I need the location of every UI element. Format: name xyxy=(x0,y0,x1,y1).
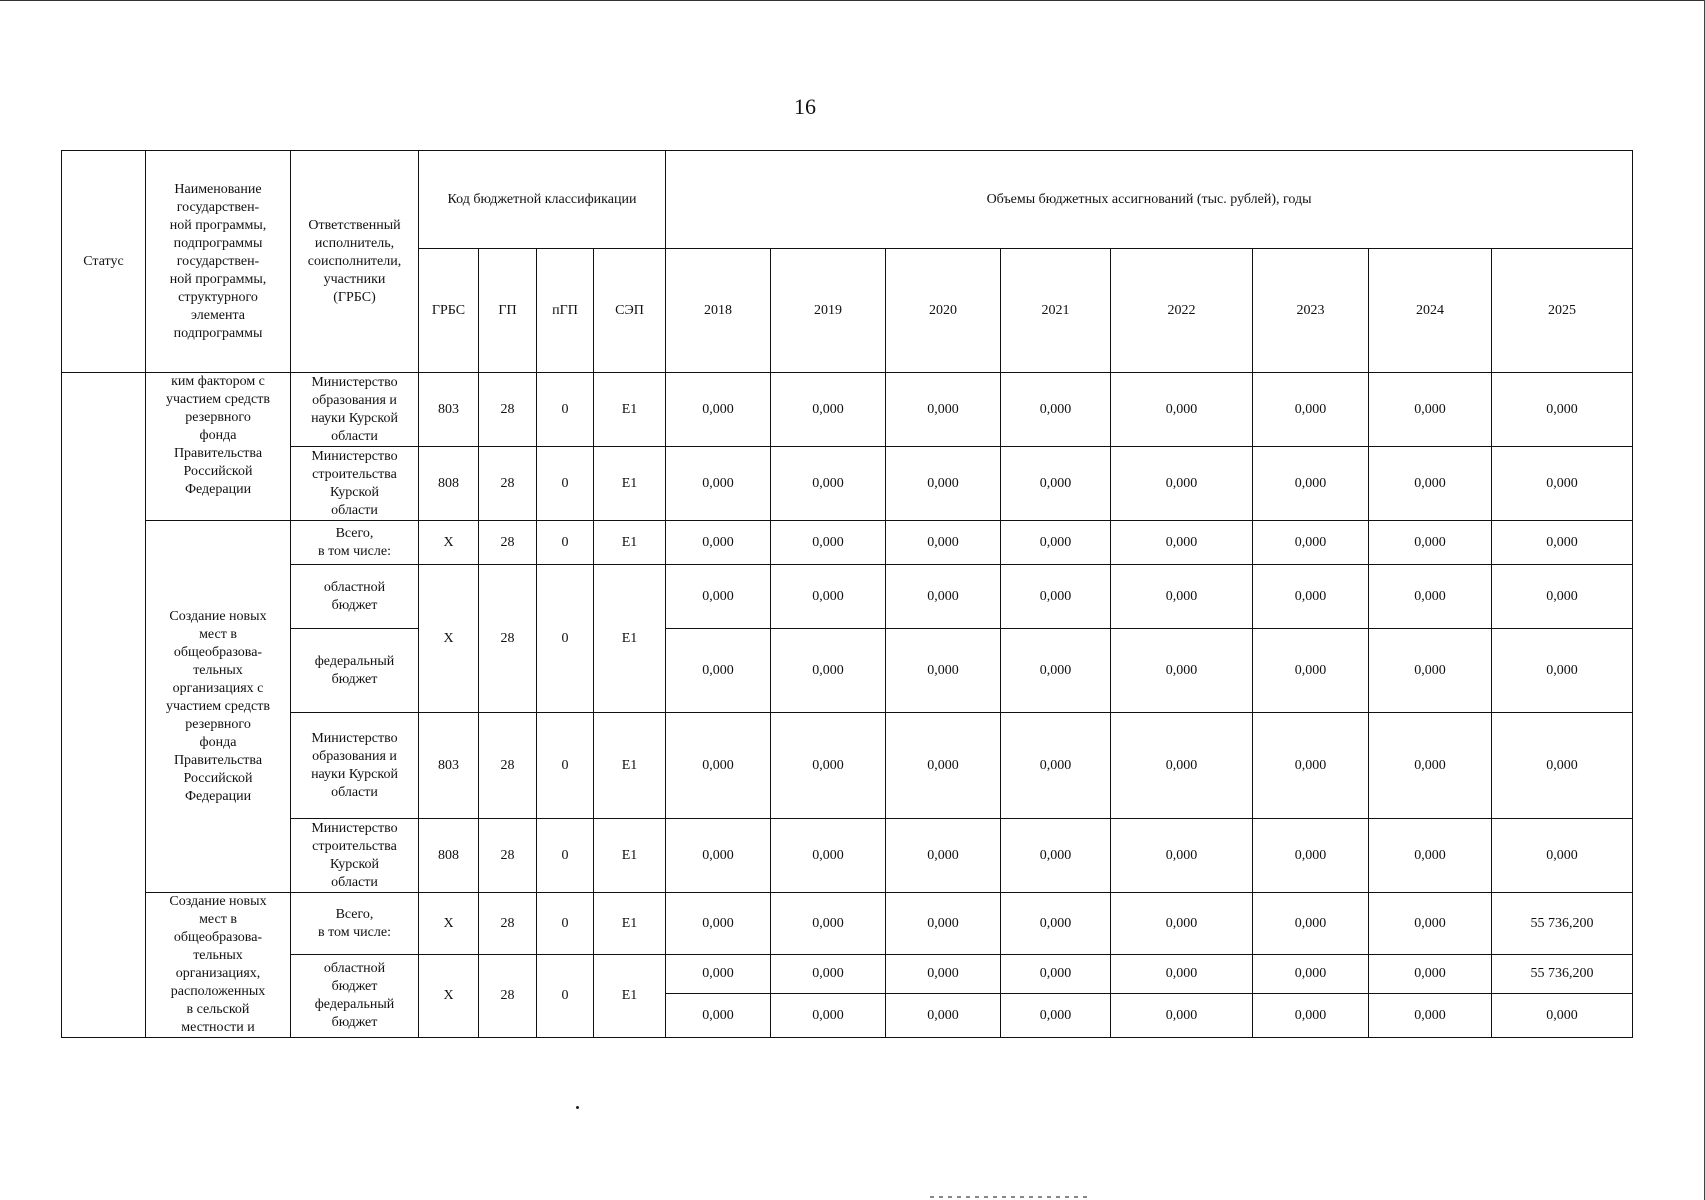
program-name-line: участием средств xyxy=(166,698,270,714)
responsible-cell xyxy=(291,373,419,447)
value-cell: 0,000 xyxy=(666,373,771,447)
header-year: 2022 xyxy=(1111,249,1253,373)
program-name-line: общеобразова- xyxy=(173,930,263,945)
gp-cell: 28 xyxy=(479,713,537,819)
value-cell: 0,000 xyxy=(1111,994,1253,1038)
program-name-line: мест в xyxy=(199,912,237,927)
value-cell: 0,000 xyxy=(1111,447,1253,521)
responsible-cell xyxy=(291,713,419,819)
responsible-cell xyxy=(291,565,419,629)
header-year: 2024 xyxy=(1369,249,1492,373)
responsible-line: науки Курской xyxy=(311,410,398,426)
value-cell: 0,000 xyxy=(1111,373,1253,447)
grbs-cell: 803 xyxy=(419,713,479,819)
gp-cell: 28 xyxy=(479,521,537,565)
value-cell: 0,000 xyxy=(1369,994,1492,1038)
table-row xyxy=(62,629,1633,713)
program-name-cell xyxy=(146,893,291,1038)
responsible-cell xyxy=(291,893,419,955)
program-name-line: местности и xyxy=(181,1020,255,1035)
responsible-line: федеральный xyxy=(314,997,395,1012)
header-year: 2019 xyxy=(771,249,886,373)
sep-cell: Е1 xyxy=(594,565,666,713)
value-cell: 0,000 xyxy=(1253,373,1369,447)
value-cell: 0,000 xyxy=(886,373,1001,447)
value-cell: 0,000 xyxy=(1492,565,1633,629)
value-cell: 0,000 xyxy=(1001,629,1111,713)
header-budget-volumes: Объемы бюджетных ассигнований (тыс. рублей), годы xyxy=(666,151,1633,249)
sep-cell: Е1 xyxy=(594,893,666,955)
value-cell: 0,000 xyxy=(1253,893,1369,955)
value-cell: 0,000 xyxy=(1111,629,1253,713)
header-responsible-line: участники xyxy=(323,271,386,287)
responsible-line: бюджет xyxy=(331,1015,378,1030)
value-cell: 0,000 xyxy=(1369,629,1492,713)
responsible-line: Курской xyxy=(329,856,380,872)
value-cell: 0,000 xyxy=(886,565,1001,629)
program-name-line: фонда xyxy=(199,734,237,750)
responsible-line: Министерство xyxy=(311,374,398,390)
value-cell: 0,000 xyxy=(666,447,771,521)
value-cell: 0,000 xyxy=(1253,819,1369,893)
value-cell: 0,000 xyxy=(1253,521,1369,565)
value-cell: 0,000 xyxy=(771,713,886,819)
value-cell: 0,000 xyxy=(666,819,771,893)
responsible-line: Всего, xyxy=(335,906,374,922)
value-cell: 0,000 xyxy=(1111,713,1253,819)
value-cell: 0,000 xyxy=(1111,955,1253,994)
value-cell: 0,000 xyxy=(666,629,771,713)
header-gp: ГП xyxy=(479,249,537,373)
gp-cell: 28 xyxy=(479,447,537,521)
scan-edge-top xyxy=(0,0,1705,1)
grbs-cell: Х xyxy=(419,893,479,955)
program-name-cell xyxy=(146,373,291,521)
responsible-line: Министерство xyxy=(311,730,398,746)
header-responsible-line: Ответственный xyxy=(308,217,401,233)
header-name-line: подпрограммы xyxy=(173,235,263,251)
header-name-line: подпрограммы xyxy=(173,325,263,341)
responsible-line: области xyxy=(331,874,378,890)
value-cell: 0,000 xyxy=(1111,893,1253,955)
program-name-cell xyxy=(146,521,291,893)
sep-cell: Е1 xyxy=(594,819,666,893)
program-name-line: расположенных xyxy=(170,984,266,999)
value-cell: 0,000 xyxy=(886,713,1001,819)
table-row xyxy=(62,819,1633,893)
responsible-line: Курской xyxy=(329,484,380,500)
header-name-line: структурного xyxy=(178,289,258,305)
pgp-cell: 0 xyxy=(537,893,594,955)
value-cell: 0,000 xyxy=(1111,819,1253,893)
program-name-line: Российской xyxy=(183,770,253,786)
program-name-line: Российской xyxy=(183,464,253,479)
program-name-line: мест в xyxy=(199,626,237,642)
responsible-cell xyxy=(291,521,419,565)
scan-bottom-noise xyxy=(930,1196,1090,1198)
grbs-cell: 808 xyxy=(419,447,479,521)
responsible-line: Министерство xyxy=(311,820,398,836)
program-name-line: ким фактором с xyxy=(171,374,265,389)
responsible-line: строительства xyxy=(312,838,397,854)
value-cell: 0,000 xyxy=(1253,994,1369,1038)
value-cell: 0,000 xyxy=(771,373,886,447)
header-name xyxy=(146,151,291,373)
value-cell: 0,000 xyxy=(1001,521,1111,565)
value-cell: 0,000 xyxy=(886,629,1001,713)
header-sep: СЭП xyxy=(594,249,666,373)
value-cell: 0,000 xyxy=(1369,447,1492,521)
responsible-line: образования и xyxy=(312,392,397,408)
grbs-cell: 808 xyxy=(419,819,479,893)
responsible-cell xyxy=(291,447,419,521)
header-name-line: элемента xyxy=(190,307,246,323)
header-responsible xyxy=(291,151,419,373)
header-responsible-line: (ГРБС) xyxy=(333,289,376,305)
table-row xyxy=(62,447,1633,521)
value-cell: 0,000 xyxy=(1369,373,1492,447)
responsible-line: областной xyxy=(323,579,386,595)
header-grbs: ГРБС xyxy=(419,249,479,373)
grbs-cell: 803 xyxy=(419,373,479,447)
program-name-line: в сельской xyxy=(186,1002,250,1017)
pgp-cell: 0 xyxy=(537,373,594,447)
value-cell: 0,000 xyxy=(1001,955,1111,994)
value-cell: 0,000 xyxy=(1492,521,1633,565)
value-cell: 0,000 xyxy=(1253,713,1369,819)
program-name-line: резервного xyxy=(185,716,251,732)
value-cell: 0,000 xyxy=(771,955,886,994)
responsible-line: Всего, xyxy=(335,525,374,541)
header-responsible-line: соисполнители, xyxy=(307,253,402,269)
header-year: 2025 xyxy=(1492,249,1633,373)
program-name-line: резервного xyxy=(185,410,251,425)
grbs-cell: Х xyxy=(419,521,479,565)
table-row xyxy=(62,893,1633,955)
program-name-line: тельных xyxy=(193,948,243,963)
program-name-line: Создание новых xyxy=(169,608,267,624)
value-cell: 0,000 xyxy=(886,447,1001,521)
header-year: 2020 xyxy=(886,249,1001,373)
header-name-line: государствен- xyxy=(176,253,260,269)
value-cell: 0,000 xyxy=(1253,629,1369,713)
value-cell: 0,000 xyxy=(1369,893,1492,955)
responsible-line: области xyxy=(331,502,378,518)
header-name-line: ной программы, xyxy=(169,271,267,287)
table-row xyxy=(62,955,1633,994)
program-name-line: Правительства xyxy=(173,752,263,768)
value-cell: 0,000 xyxy=(771,994,886,1038)
value-cell: 0,000 xyxy=(1001,994,1111,1038)
responsible-cell xyxy=(291,955,419,1038)
value-cell: 0,000 xyxy=(1253,955,1369,994)
value-cell: 0,000 xyxy=(1492,629,1633,713)
pgp-cell: 0 xyxy=(537,713,594,819)
header-responsible-line: исполнитель, xyxy=(314,235,395,251)
program-name-line: Федерации xyxy=(184,482,252,497)
sep-cell: Е1 xyxy=(594,713,666,819)
responsible-line: Министерство xyxy=(311,448,398,464)
program-name-line: организациях с xyxy=(172,680,264,696)
value-cell: 0,000 xyxy=(771,521,886,565)
value-cell: 0,000 xyxy=(1001,373,1111,447)
sep-cell: Е1 xyxy=(594,447,666,521)
value-cell: 0,000 xyxy=(1369,819,1492,893)
value-cell: 0,000 xyxy=(666,893,771,955)
pgp-cell: 0 xyxy=(537,565,594,713)
value-cell: 0,000 xyxy=(1253,565,1369,629)
sep-cell: Е1 xyxy=(594,373,666,447)
value-cell: 0,000 xyxy=(666,713,771,819)
value-cell: 0,000 xyxy=(1369,521,1492,565)
page-number: 16 xyxy=(794,94,816,119)
value-cell: 0,000 xyxy=(771,629,886,713)
value-cell: 0,000 xyxy=(1492,373,1633,447)
table-row xyxy=(62,713,1633,819)
header-name-line: государствен- xyxy=(176,199,260,215)
value-cell: 0,000 xyxy=(666,994,771,1038)
value-cell: 0,000 xyxy=(771,447,886,521)
value-cell: 0,000 xyxy=(771,565,886,629)
value-cell: 0,000 xyxy=(886,994,1001,1038)
status-cell xyxy=(62,373,146,1038)
responsible-line: федеральный xyxy=(314,653,395,669)
pgp-cell: 0 xyxy=(537,955,594,1038)
program-name-line: Федерации xyxy=(184,788,252,804)
responsible-cell xyxy=(291,819,419,893)
value-cell: 0,000 xyxy=(1001,893,1111,955)
sep-cell: Е1 xyxy=(594,521,666,565)
scan-speck xyxy=(576,1106,579,1109)
header-pgp: пГП xyxy=(537,249,594,373)
value-cell: 0,000 xyxy=(1492,994,1633,1038)
header-budget-code: Код бюджетной классификации xyxy=(419,151,666,249)
responsible-line: науки Курской xyxy=(311,766,398,782)
header-name-line: Наименование xyxy=(174,181,262,197)
program-name-line: фонда xyxy=(199,428,237,443)
value-cell: 55 736,200 xyxy=(1492,955,1633,994)
program-name-line: Правительства xyxy=(173,446,263,461)
value-cell: 0,000 xyxy=(1111,521,1253,565)
value-cell: 0,000 xyxy=(1369,713,1492,819)
pgp-cell: 0 xyxy=(537,521,594,565)
table-row xyxy=(62,521,1633,565)
program-name-line: общеобразова- xyxy=(173,644,263,660)
header-year: 2018 xyxy=(666,249,771,373)
table-row xyxy=(62,565,1633,629)
gp-cell: 28 xyxy=(479,819,537,893)
responsible-line: области xyxy=(331,784,378,800)
responsible-cell xyxy=(291,629,419,713)
value-cell: 0,000 xyxy=(1001,565,1111,629)
program-name-line: участием средств xyxy=(166,392,270,407)
responsible-line: области xyxy=(331,428,378,444)
responsible-line: образования и xyxy=(312,748,397,764)
value-cell: 0,000 xyxy=(1001,819,1111,893)
header-year: 2021 xyxy=(1001,249,1111,373)
value-cell: 0,000 xyxy=(771,893,886,955)
budget-table xyxy=(61,150,1633,1038)
responsible-line: в том числе: xyxy=(318,924,391,940)
value-cell: 0,000 xyxy=(1492,819,1633,893)
value-cell: 0,000 xyxy=(1253,447,1369,521)
responsible-line: в том числе: xyxy=(318,543,391,559)
grbs-cell: Х xyxy=(419,565,479,713)
gp-cell: 28 xyxy=(479,373,537,447)
value-cell: 0,000 xyxy=(1369,955,1492,994)
responsible-line: строительства xyxy=(312,466,397,482)
responsible-line: бюджет xyxy=(331,597,378,613)
value-cell: 0,000 xyxy=(666,565,771,629)
responsible-line: бюджет xyxy=(331,979,378,994)
value-cell: 0,000 xyxy=(1001,713,1111,819)
value-cell: 0,000 xyxy=(886,955,1001,994)
responsible-line: бюджет xyxy=(331,671,378,687)
program-name-line: Создание новых xyxy=(169,894,267,909)
pgp-cell: 0 xyxy=(537,819,594,893)
value-cell: 0,000 xyxy=(1369,565,1492,629)
gp-cell: 28 xyxy=(479,955,537,1038)
value-cell: 0,000 xyxy=(1492,713,1633,819)
table-row xyxy=(62,373,1633,447)
value-cell: 55 736,200 xyxy=(1492,893,1633,955)
value-cell: 0,000 xyxy=(771,819,886,893)
header-year: 2023 xyxy=(1253,249,1369,373)
grbs-cell: Х xyxy=(419,955,479,1038)
header-name-line: ной программы, xyxy=(169,217,267,233)
value-cell: 0,000 xyxy=(666,955,771,994)
header-status: Статус xyxy=(62,151,146,373)
responsible-line: областной xyxy=(323,961,386,976)
value-cell: 0,000 xyxy=(886,893,1001,955)
value-cell: 0,000 xyxy=(1492,447,1633,521)
program-name-line: тельных xyxy=(193,662,243,678)
value-cell: 0,000 xyxy=(666,521,771,565)
value-cell: 0,000 xyxy=(886,521,1001,565)
value-cell: 0,000 xyxy=(886,819,1001,893)
value-cell: 0,000 xyxy=(1001,447,1111,521)
gp-cell: 28 xyxy=(479,893,537,955)
sep-cell: Е1 xyxy=(594,955,666,1038)
program-name-line: организациях, xyxy=(175,966,261,981)
gp-cell: 28 xyxy=(479,565,537,713)
pgp-cell: 0 xyxy=(537,447,594,521)
value-cell: 0,000 xyxy=(1111,565,1253,629)
